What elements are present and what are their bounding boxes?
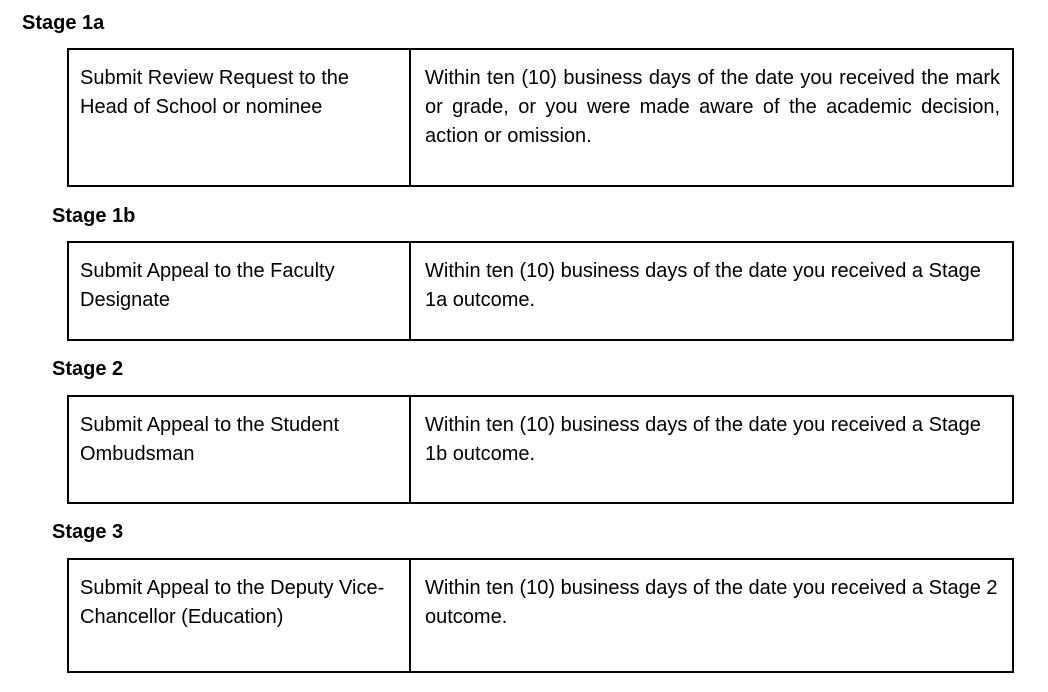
stage-3-heading: Stage 3 bbox=[52, 521, 124, 543]
stage-1a-heading: Stage 1a bbox=[22, 12, 105, 34]
stage-3-table bbox=[67, 558, 1014, 673]
stage-3-action-cell bbox=[69, 560, 411, 671]
stage-1b-action-text: Submit Appeal to the Faculty Designate bbox=[80, 260, 335, 311]
stage-1b-table bbox=[67, 241, 1014, 341]
stage-2-deadline-text: Within ten (10) business days of the date you received a Stage 1b outcome. bbox=[425, 414, 981, 465]
stage-1b-deadline-cell bbox=[411, 243, 1012, 339]
stage-2-action-cell bbox=[69, 397, 411, 502]
stage-1a-action-text: Submit Review Request to the Head of School or nominee bbox=[80, 67, 350, 118]
stage-1b-deadline-text: Within ten (10) business days of the date you received a Stage 1a outcome. bbox=[425, 260, 981, 311]
stage-1b-heading: Stage 1b bbox=[52, 205, 136, 227]
stage-2-heading: Stage 2 bbox=[52, 358, 124, 380]
stage-2-action-text: Submit Appeal to the Student Ombudsman bbox=[80, 414, 340, 465]
stage-2-deadline-cell bbox=[411, 397, 1012, 502]
stage-1a-action-cell bbox=[69, 50, 411, 185]
stage-3-deadline-text: Within ten (10) business days of the date you received a Stage 2 outcome. bbox=[425, 577, 998, 628]
stage-1b-action-cell bbox=[69, 243, 411, 339]
stage-1a-deadline-cell bbox=[411, 50, 1012, 185]
stage-2-table bbox=[67, 395, 1014, 504]
stage-3-action-text: Submit Appeal to the Deputy Vice-Chancellor (Education) bbox=[80, 577, 385, 628]
stage-3-deadline-cell bbox=[411, 560, 1012, 671]
stage-1a-table bbox=[67, 48, 1014, 187]
stage-1a-deadline-text: Within ten (10) business days of the date you received the mark or grade, or you were made aware of the academic decision, action or omission. bbox=[425, 67, 1000, 147]
